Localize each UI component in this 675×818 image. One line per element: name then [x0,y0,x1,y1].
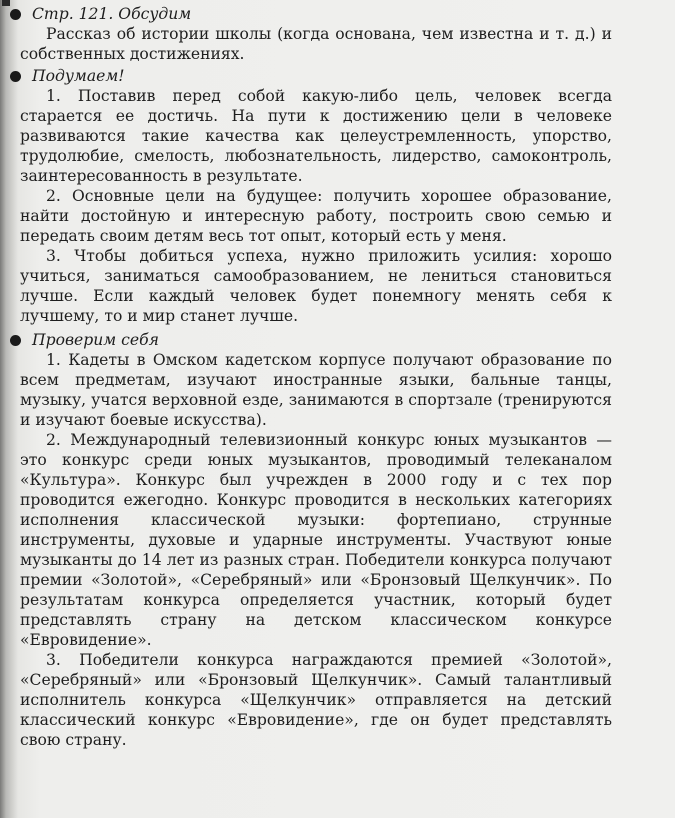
paragraph: 1. Кадеты в Омском кадетском корпусе получают образование по всем предметам, изучают иностранные языки, бальные танцы, музыку, учатся верховной езде, занимаются в спортзале (тренируются и изучают боевые искусства). [20,351,612,429]
section-title-text: Стр. 121. Обсудим [32,5,192,23]
paragraph: Рассказ об истории школы (когда основана, чем известна и т. д.) и собственных достижениях. [20,25,612,63]
bullet-icon [10,9,21,20]
section-title-text: Подумаем! [32,67,125,85]
bullet-icon [10,71,21,82]
section-title-obsudim [10,4,612,24]
paragraph: 2. Международный телевизионный конкурс юных музыкантов — это конкурс среди юных музыкантов, проводимый телеканалом «Культура». Конкурс был учрежден в 2000 году и с тех пор проводится ежегодно. Конкурс проводится в нескольких категориях исполнения классической музыки: фортепиано, струнные инструменты, духовые и ударные инструменты. Участвуют юные музыканты до 14 лет из разных стран. Победители конкурса получают премии «Золотой», «Серебряный» или «Бронзовый Щелкунчик». По результатам конкурса определяется участник, который будет представлять страну на детском классическом конкурсе «Евровидение». [20,431,612,649]
paragraph: 2. Основные цели на будущее: получить хорошее образование, найти достойную и интересную работу, построить свою семью и передать своим детям весь тот опыт, который есть у меня. [20,187,612,245]
page-content [10,4,612,750]
page-corner-mark [2,0,10,6]
paragraph: 3. Чтобы добиться успеха, нужно приложить усилия: хорошо учиться, заниматься самообразованием, не лениться становиться лучше. Если каждый человек будет понемногу менять себя к лучшему, то и мир станет лучше. [20,247,612,325]
section-title-proverim-sebya [10,330,612,350]
section-title-podumaem [10,66,612,86]
paragraph: 1. Поставив перед собой какую-либо цель, человек всегда старается ее достичь. На пути к достижению цели в человеке развиваются такие качества как целеустремленность, упорство, трудолюбие, смелость, любознательность, лидерство, самоконтроль, заинтересованность в результате. [20,87,612,185]
section-title-text: Проверим себя [32,331,159,349]
paragraph: 3. Победители конкурса награждаются премией «Золотой», «Серебряный» или «Бронзовый Щелкунчик». Самый талантливый исполнитель конкурса «Щелкунчик» отправляется на детский классический конкурс «Евровидение», где он будет представлять свою страну. [20,651,612,749]
bullet-icon [10,335,21,346]
